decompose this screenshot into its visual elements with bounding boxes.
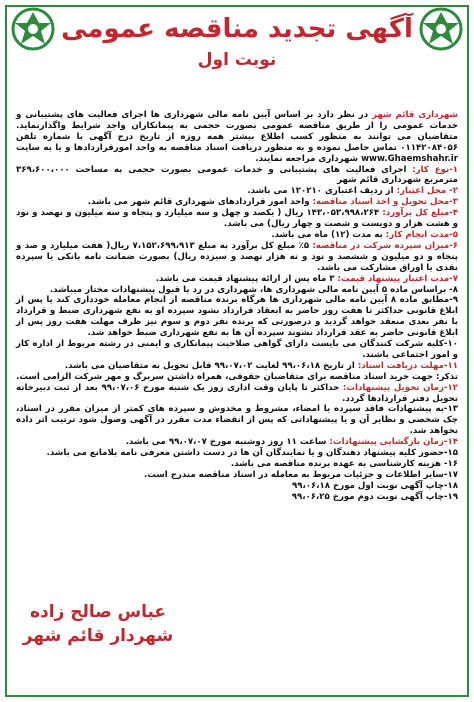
intro-paragraph [16,110,458,165]
item-text: حداکثر تا پایان وقت اداری روز یک شنبه مورخ ۹۹،۰۷،۰۶ بعد از ثبت دبیرخانه تحویل دفتر قراردادها گردد. [16,382,458,404]
item-text: ۱۳-به پیشنهادات فاقد سپرده یا امضاء، مشروط و مخدوش و سپرده های کمتر از میزان مقرر در اسناد، چک شخصی و نظایر آن و یا پیشنهاداتی که پس از انقضاء مدت مقرر در آگهی وصول شود ترتیب اثر داده نخواهد شد. [16,404,458,437]
list-item [16,437,458,448]
item-text: ۳ ماه پس از ارائه پیشنهاد قیمت می باشد. [155,273,338,284]
page-title: آگهی تجدید مناقصه عمومی [61,14,413,44]
item-label: ۱۴-زمان بازگشایی پیشنهادات: [329,437,458,448]
list-item [16,186,458,197]
item-label: ۷-مدت اعتبار پیشنهاد قیمت: [337,273,458,284]
intro-text-end: شهرداری مراجعه نمایند. [255,153,362,164]
list-item [16,295,458,339]
signature-block [18,600,178,648]
list-item [16,274,458,285]
item-text: ۱۰-کلیه شرکت کنندگان می بایست دارای گواهی صلاحیت پیمانکاری و ایمنی در رشته مربوط از اداره کار و امور اجتماعی باشند. [16,339,458,360]
list-item [16,165,458,187]
item-text: ۸- براساس ماده ۵ آیین نامه مالی شهرداری ها، شهرداری در رد یا قبول پیشنهادات مختار میباشد. [49,284,458,295]
item-text: واحد امور قراردادهای شهرداری قائم شهر می باشد. [87,197,313,208]
item-text: اجرای فعالیت های پشتیبانی و خدمات عمومی بصورت حجمی به مساحت ۳۶۹،۶۰۰،۰۰۰ مترمربع شهرداری قائم شهر [16,164,458,186]
city-emblem-icon [418,6,464,52]
list-item [16,241,458,274]
item-text: ۱۶- هزینه کارشناسی به عهده برنده مناقصه می باشد. [230,459,458,469]
page-subtitle: نوبت اول [197,50,277,70]
list-item [16,481,458,492]
item-text: ۵٪ مبلغ کل برآورد به مبلغ ۷،۱۵۲،۶۹۹،۹۱۳ ریال( هفت میلیارد و صد و پنجاه و دو میلیون و ششصد و نود و نه هزار نهصد و سیزده ریال) بصورت ضمانت نامه بانکی یا سپرده نقدی یا اوراق مشارکت می باشد. [16,240,458,273]
list-item [16,492,458,503]
item-label: ۳-محل تحویل و اخذ اسناد مناقصه: [312,197,458,208]
announcement-body [16,110,458,503]
list-item [16,448,458,459]
item-text: ساعت ۱۱ روز دوشنبه مورخ ۹۹،۰۷،۰۷ می باشد. [125,437,330,448]
item-text: به مدت (۱۲) ماه می باشد. [271,229,386,240]
list-item [16,230,458,241]
item-label: ۱۲-زمان تحویل پیشنهادات: [342,382,459,393]
list-item [16,404,458,437]
list-item [16,285,458,296]
list-item [16,459,458,470]
item-text: از ردیف اعتباری ۱۲۰۲۱۰ می باشد. [247,186,397,197]
item-text: ۱۹-چاپ آگهی نوبت دوم مورخ ۹۹،۰۶،۲۵ [291,491,458,502]
item-text: ۱۷-سایر اطلاعات و جزئیات مربوط به معامله در اسناد مناقصه مندرج است. [143,469,458,480]
website-link[interactable]: www.Ghaemshahr.ir [361,153,458,164]
item-text: از تاریخ ۹۹،۰۶،۱۸ لغایت ۹۹،۰۷،۰۲ قابل تحویل به متقاضیان می باشد. [64,360,358,371]
list-item [16,208,458,230]
intro-municipality: شهرداری قائم شهر [372,110,458,120]
list-item [16,197,458,208]
list-item [16,339,458,361]
item-label: ۵-مدت انجام کار: [385,229,458,240]
header [0,0,474,94]
intro-text: در نظر دارد بر اساس آیین نامه مالی شهرداری ها اجرای فعالیت های پشتیبانی و خدمات عمومی را از طریق مناقصه عمومی بصورت حجمی به پیمانکاران واجد شرایط واگذارنماید. متقاضیان می توانند به منظور کسب اطلاع بیشتر همه روزه از تاریخ درج آگهی با شماره تلفن ۰۱۱۴۲۰۸۴۰۵۶ تماس حاصل نموده و به منظور دریافت اسناد مناقصه به واحد امورقراردادها و یا به سایت [16,110,458,153]
list-item [16,361,458,372]
signatory-name: عباس صالح زاده [29,602,167,622]
list-item [16,383,458,405]
item-label: ۲- محل اعتبار: [396,186,458,197]
list-item [16,470,458,481]
signatory-role: شهردار قائم شهر [22,626,174,646]
item-text: تذکر: جهت خرید اسناد مناقصه برای متقاضیان حقوقی، همراه داشتن سربرگ و مهر شرکت الزامی است. [16,371,458,382]
city-emblem-icon [10,6,56,52]
item-text: ۱۵-حضور کلیه پیشنهاد دهندگان و یا نمایندگان آن ها در دست داشتن معرفی نامه بلامانع می باشد. [46,448,458,459]
item-label: ۱-نوع کار: [412,164,459,175]
items-list [16,165,458,503]
list-item [16,372,458,383]
item-text: ۱۴۳،۰۵۳،۹۹۸،۲۶۴ ریال ( یکصد و چهل و سه میلیارد و پنجاه و سه میلیون و نهصد و نود و هشت هزار و دویست و شصت و چهار ریال) می باشد. [16,208,458,230]
item-label: ۴-مبلغ کل برآورد: [382,208,458,219]
item-label: ۶-میزان سپرده شرکت در مناقصه: [312,240,459,251]
item-text: ۱۸-چاپ آگهی نوبت اول مورخ ۹۹،۰۶،۱۸ [292,480,458,491]
item-label: ۱۱-مهلت دریافت اسناد: [357,360,458,371]
item-text: ۹-مطابق ماده ۸ آیین نامه مالی شهرداری ها هرگاه برنده مناقصه از انجام معامله خودداری کند یا پس از ابلاغ قانونی حداکثر تا هفت روز حاضر به انعقاد قرارداد نشود سپرده او به نفع شهرداری ضبط و قرارداد با نفر بعدی منعقد خواهد گردید و درصورتی که برنده نفر دوم و سوم نیز ظرف مهلت هفت روز پس از ابلاغ قانونی حاضر به عقد قرارداد نشوند سپرده آن ها به نفع شهرداری ضبط خواهد شد. [16,295,458,339]
